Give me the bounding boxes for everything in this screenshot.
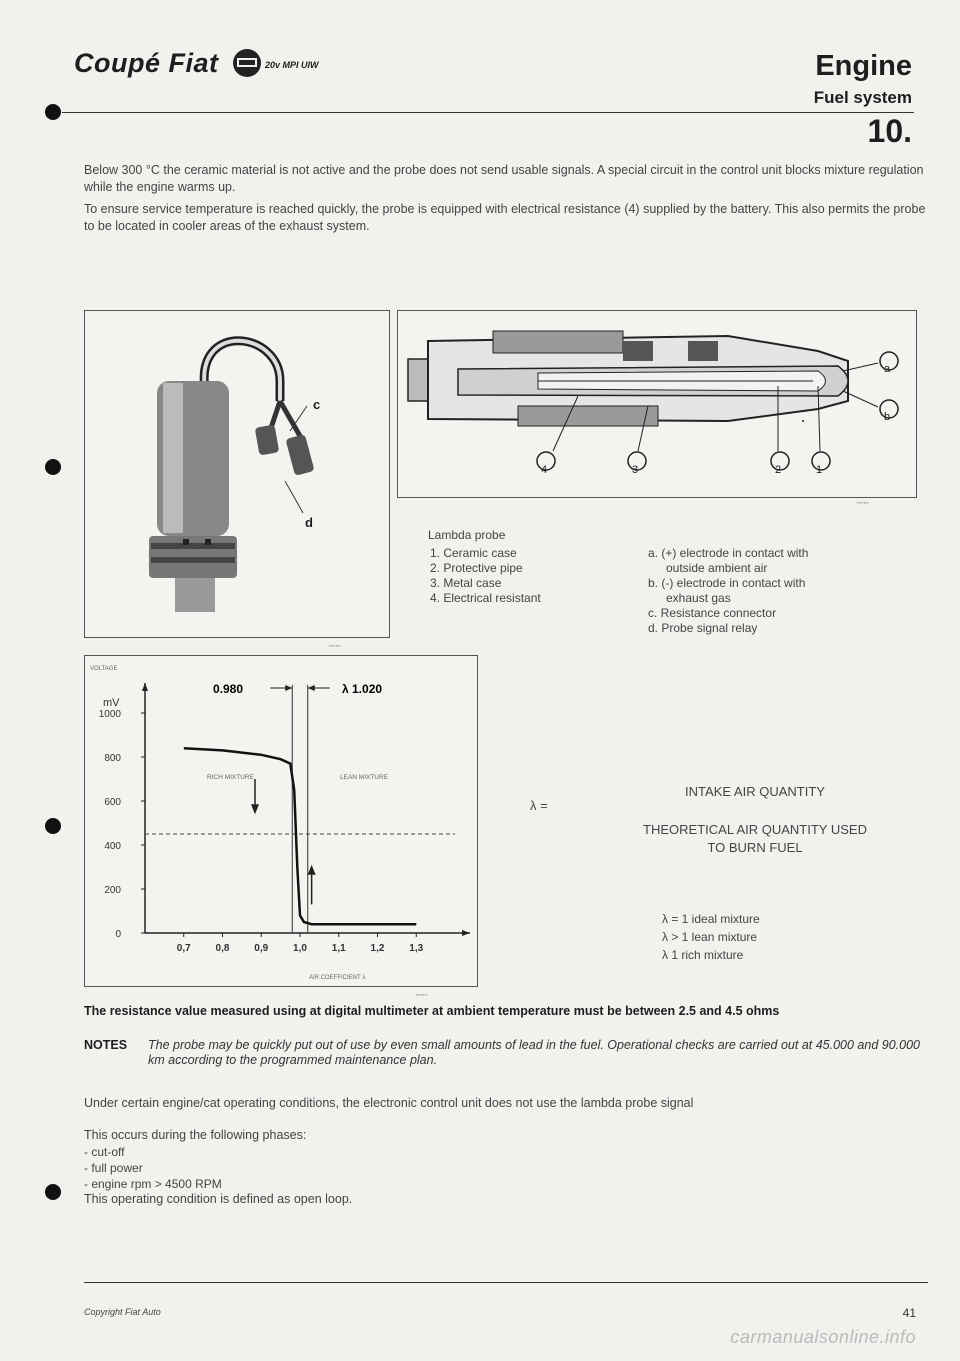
section-title: Engine: [815, 50, 912, 82]
legend-item: 4. Electrical resistant: [430, 591, 541, 605]
y-axis-arrow: [142, 683, 148, 691]
callout-3: 3: [632, 464, 639, 476]
lambda-case: λ 1 rich mixture: [662, 948, 744, 962]
lambda-cases: [662, 910, 760, 964]
x-tick-label: 0,8: [215, 943, 230, 954]
page-number: 41: [902, 1306, 916, 1320]
intro-paragraph: Below 300 °C the ceramic material is not active and the probe does not send usable signals. A special circuit in the control unit blocks mixture regulation while the engine warms up.: [84, 163, 924, 194]
cross-section-panel: [397, 310, 917, 498]
legend-item: c. Resistance connector: [648, 606, 777, 620]
brand-title: Coupé Fiat: [74, 48, 219, 78]
window-arrowhead-right: [308, 685, 315, 691]
model-label: 20v MPI UIW: [265, 60, 319, 70]
open-loop-definition: This operating condition is defined as open loop.: [84, 1192, 353, 1206]
phase-item: - engine rpm > 4500 RPM: [84, 1177, 222, 1191]
probe-cross-section: [398, 311, 916, 497]
y-tick-label: 200: [104, 885, 121, 896]
y-tick-label: 1000: [98, 709, 121, 720]
fiat-badge-icon: [232, 48, 262, 78]
phase-item: - cut-off: [84, 1145, 125, 1159]
legend-item: 1. Ceramic case: [430, 546, 517, 560]
legend-item: a. (+) electrode in contact with: [648, 546, 809, 560]
copyright-text: Copyright Fiat Auto: [84, 1307, 161, 1317]
legend-item: exhaust gas: [666, 591, 731, 605]
binder-hole: [45, 818, 61, 834]
callout-4: 4: [541, 464, 548, 476]
legend-title: Lambda probe: [428, 528, 506, 542]
y-tick-label: 600: [104, 797, 121, 808]
x-tick-label: 0,7: [176, 943, 191, 954]
probe-photo: [85, 311, 389, 637]
phase-item: - full power: [84, 1161, 143, 1175]
x-tick-label: 0,9: [254, 943, 269, 954]
x-axis-arrow: [462, 930, 470, 936]
y-tick-label: 800: [104, 753, 121, 764]
callout-1: 1: [816, 464, 823, 476]
probe-photo-panel: [84, 310, 390, 638]
lambda-case: λ = 1 ideal mixture: [662, 912, 760, 926]
photo-label-c: c: [313, 397, 321, 412]
x-tick-label: 1,0: [293, 943, 307, 954]
region-label-lean: LEAN MIXTURE: [340, 774, 389, 781]
rich-arrowhead: [251, 804, 259, 814]
formula-numerator: INTAKE AIR QUANTITY: [685, 784, 825, 799]
lambda-lhs: λ =: [530, 798, 548, 813]
legend-lettered: [648, 546, 808, 636]
voltage-chart: [85, 656, 477, 986]
lean-arrowhead: [308, 865, 316, 875]
subsection-title: Fuel system: [813, 88, 912, 107]
x-tick-label: 1,3: [409, 943, 424, 954]
x-tick-label: 1,2: [370, 943, 385, 954]
phases-list: [84, 1144, 222, 1192]
chart-ylabel: VOLTAGE: [90, 666, 118, 672]
notes-label: NOTES: [84, 1038, 128, 1052]
region-label-rich: RICH MIXTURE: [207, 774, 254, 781]
binder-hole: [45, 459, 61, 475]
intro-paragraph: To ensure service temperature is reached quickly, the probe is equipped with electrical resistance (4) supplied by the battery. This also permits the probe to be located in cooler areas of the exhaust system.: [84, 202, 926, 233]
figure-code: ▪▪▪▪▪▪▪: [329, 643, 342, 648]
legend-numbered: [428, 528, 541, 606]
figure-code: ▪▪▪▪▪▪▪: [416, 992, 429, 997]
figure-code: ▪▪▪▪▪▪▪: [857, 500, 870, 505]
window-label-upper: λ 1.020: [342, 682, 383, 696]
legend-item: outside ambient air: [666, 561, 768, 575]
legend-item: d. Probe signal relay: [648, 621, 758, 635]
window-label-lower: 0.980: [213, 682, 244, 696]
window-arrowhead-left: [285, 685, 292, 691]
chart-yunit: mV: [103, 697, 120, 709]
callout-b: b: [884, 411, 891, 423]
section-number: 10.: [867, 113, 912, 149]
y-tick-label: 400: [104, 841, 121, 852]
watermark: carmanualsonline.info: [730, 1327, 916, 1347]
formula-denominator-1: THEORETICAL AIR QUANTITY USED: [643, 822, 867, 837]
legend-item: 3. Metal case: [430, 576, 502, 590]
binder-hole: [45, 1184, 61, 1200]
binder-hole: [45, 104, 61, 120]
resistance-statement: The resistance value measured using at digital multimeter at ambient temperature must be between 2.5 and 4.5 ohms: [84, 1004, 780, 1018]
callout-2: 2: [775, 464, 782, 476]
phases-intro: This occurs during the following phases:: [84, 1128, 307, 1142]
legend-item: b. (-) electrode in contact with: [648, 576, 806, 590]
formula-denominator-2: TO BURN FUEL: [707, 840, 803, 855]
lambda-case: λ > 1 lean mixture: [662, 930, 758, 944]
notes-text: The probe may be quickly put out of use by even small amounts of lead in the fuel. Operational checks are carried out at 45.000 and 90.000 km according to the programmed maintenance plan.: [148, 1038, 920, 1067]
y-tick-label: 0: [115, 929, 121, 940]
open-loop-paragraph: Under certain engine/cat operating conditions, the electronic control unit does not use the lambda probe signal: [84, 1096, 694, 1110]
voltage-chart-panel: [84, 655, 478, 987]
header-rule: [62, 112, 914, 113]
chart-xlabel: AIR COEFFICIENT λ: [309, 975, 366, 981]
photo-label-d: d: [305, 515, 313, 530]
footer-rule: [84, 1282, 928, 1283]
callout-a: a: [884, 363, 891, 375]
legend-item: 2. Protective pipe: [430, 561, 523, 575]
x-tick-label: 1,1: [331, 943, 346, 954]
